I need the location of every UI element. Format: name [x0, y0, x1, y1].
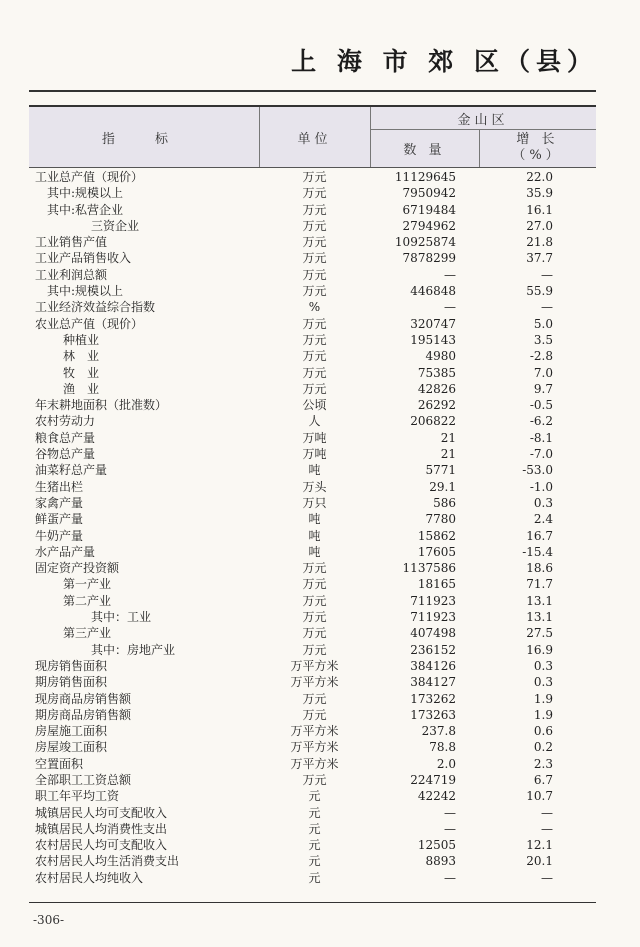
row-unit: 万头: [302, 479, 327, 494]
row-unit: 吨: [308, 512, 321, 527]
row-growth: 1.9: [533, 707, 553, 722]
row-unit: 万元: [302, 316, 327, 331]
row-quantity: 711923: [410, 610, 456, 625]
row-indicator: 工业经济效益综合指数: [35, 300, 156, 315]
table-row: [29, 642, 596, 658]
row-quantity: 75385: [417, 365, 456, 380]
row-growth: 37.7: [526, 251, 553, 266]
row-indicator: 职工年平均工资: [35, 789, 120, 804]
row-quantity: 15862: [417, 528, 456, 543]
row-indicator: 其中:私营企业: [47, 202, 124, 217]
row-unit: 吨: [308, 528, 321, 543]
row-unit: 万元: [302, 170, 327, 184]
row-indicator: 农村居民人均可支配收入: [35, 838, 168, 853]
row-quantity: 237.8: [421, 724, 456, 739]
table-body: [29, 169, 596, 886]
row-indicator: 空置面积: [35, 756, 84, 771]
row-quantity: —: [444, 267, 456, 282]
row-unit: 公顷: [302, 398, 327, 413]
table-row: [29, 528, 596, 544]
table-row: [29, 837, 596, 853]
row-growth: 6.7: [533, 772, 553, 787]
table-row: [29, 625, 596, 641]
table-row: [29, 788, 596, 804]
table-row: [29, 739, 596, 755]
row-quantity: 173263: [410, 707, 456, 722]
row-quantity: 17605: [417, 544, 456, 559]
row-indicator: 鲜蛋产量: [35, 512, 84, 527]
row-indicator: 其中:规模以上: [47, 284, 124, 299]
row-quantity: 21: [440, 447, 456, 462]
row-growth: -6.2: [529, 414, 553, 429]
row-growth: -53.0: [522, 463, 553, 478]
table-header: [29, 105, 596, 168]
row-indicator: 城镇居民人均可支配收入: [35, 805, 168, 820]
row-indicator: 生猪出栏: [35, 479, 84, 494]
row-indicator: 第一产业: [63, 577, 112, 592]
row-indicator: 谷物总产量: [35, 447, 96, 462]
row-indicator: 水产品产量: [35, 544, 96, 559]
row-growth: 0.3: [533, 495, 553, 510]
row-quantity: 173262: [410, 691, 456, 706]
row-growth: 0.3: [533, 675, 553, 690]
row-growth: 27.0: [526, 218, 553, 233]
title-rule: [29, 90, 596, 92]
row-unit: %: [308, 300, 321, 315]
row-growth: 16.1: [526, 202, 553, 217]
page-number: -306-: [33, 913, 65, 927]
row-unit: 万元: [302, 267, 327, 282]
row-unit: 万元: [302, 202, 327, 217]
row-growth: 10.7: [526, 789, 553, 804]
row-indicator: 期房商品房销售额: [35, 707, 132, 722]
table-row: [29, 446, 596, 462]
row-unit: 万元: [302, 218, 327, 233]
row-growth: 16.9: [526, 642, 553, 657]
row-growth: —: [541, 805, 553, 820]
row-unit: 元: [308, 789, 321, 804]
row-indicator: 农业总产值（现价）: [35, 316, 144, 331]
row-unit: 万元: [302, 691, 327, 706]
row-unit: 万元: [302, 772, 327, 787]
row-unit: 万平方米: [290, 756, 339, 771]
row-quantity: 224719: [410, 772, 456, 787]
row-growth: 0.3: [533, 658, 553, 673]
table-row: [29, 234, 596, 250]
row-growth: 9.7: [533, 381, 553, 396]
row-indicator: 房屋竣工面积: [35, 740, 108, 755]
row-unit: 万吨: [302, 430, 327, 445]
row-quantity: 42242: [417, 789, 456, 804]
row-quantity: 18165: [417, 577, 456, 592]
header-growth: [479, 129, 596, 167]
row-growth: —: [541, 821, 553, 836]
row-indicator: 种植业: [63, 332, 100, 347]
header-unit: 单位: [297, 131, 332, 147]
row-growth: -15.4: [522, 544, 553, 559]
table-row: [29, 821, 596, 837]
page-title: 上 海 市 郊 区（县）: [291, 47, 598, 76]
table-row: [29, 723, 596, 739]
table-row: [29, 658, 596, 674]
row-unit: 元: [308, 838, 321, 853]
row-quantity: —: [444, 870, 456, 885]
row-quantity: 21: [440, 430, 456, 445]
row-indicator: 其中:规模以上: [47, 186, 124, 201]
table-row: [29, 495, 596, 511]
row-growth: 0.2: [533, 740, 553, 755]
row-indicator: 油菜籽总产量: [35, 463, 108, 478]
row-unit: 万平方米: [290, 675, 339, 690]
row-unit: 万元: [302, 251, 327, 266]
row-indicator: 林 业: [63, 349, 100, 364]
table-row: [29, 609, 596, 625]
table-row: [29, 185, 596, 201]
row-quantity: 42826: [417, 381, 456, 396]
row-indicator: 农村居民人均纯收入: [35, 870, 144, 885]
table-row: [29, 674, 596, 690]
row-growth: -8.1: [529, 430, 553, 445]
row-unit: 万元: [302, 381, 327, 396]
row-unit: 万吨: [302, 447, 327, 462]
table-row: [29, 805, 596, 821]
row-unit: 万元: [302, 365, 327, 380]
row-unit: 万元: [302, 349, 327, 364]
table-row: [29, 462, 596, 478]
row-growth: 55.9: [526, 284, 553, 299]
row-indicator: 其中：工业: [91, 610, 152, 625]
table-row: [29, 202, 596, 218]
row-quantity: —: [444, 805, 456, 820]
table-row: [29, 430, 596, 446]
row-indicator: 城镇居民人均消费性支出: [35, 821, 168, 836]
table-row: [29, 756, 596, 772]
row-growth: 16.7: [526, 528, 553, 543]
row-unit: 元: [308, 805, 321, 820]
row-quantity: 1137586: [402, 561, 456, 576]
row-unit: 万元: [302, 626, 327, 641]
row-unit: 万元: [302, 707, 327, 722]
row-growth: 0.6: [533, 724, 553, 739]
table-row: [29, 544, 596, 560]
row-growth: 71.7: [526, 577, 553, 592]
row-quantity: 7950942: [402, 186, 456, 201]
row-indicator: 家禽产量: [35, 495, 84, 510]
row-indicator: 年末耕地面积（批准数）: [35, 398, 168, 413]
row-indicator: 牧 业: [63, 365, 100, 380]
row-indicator: 全部职工工资总额: [35, 772, 132, 787]
row-growth: 22.0: [526, 170, 553, 184]
row-quantity: 78.8: [429, 740, 456, 755]
table-row: [29, 299, 596, 315]
table-row: [29, 283, 596, 299]
row-growth: 2.3: [533, 756, 553, 771]
row-indicator: 粮食总产量: [35, 430, 96, 445]
row-quantity: 4980: [425, 349, 456, 364]
row-quantity: 7878299: [402, 251, 456, 266]
header-growth-unit: （%）: [512, 148, 563, 163]
table-row: [29, 218, 596, 234]
row-quantity: 384127: [410, 675, 456, 690]
row-unit: 元: [308, 821, 321, 836]
row-growth: 12.1: [526, 838, 553, 853]
table-row: [29, 870, 596, 886]
row-quantity: 711923: [410, 593, 456, 608]
table-row: [29, 332, 596, 348]
table-row: [29, 381, 596, 397]
table-row: [29, 250, 596, 266]
row-indicator: 农村劳动力: [35, 414, 96, 429]
table-row: [29, 479, 596, 495]
row-unit: 万元: [302, 593, 327, 608]
row-growth: 18.6: [526, 561, 553, 576]
row-quantity: 195143: [410, 332, 456, 347]
row-quantity: 5771: [425, 463, 456, 478]
row-indicator: 三资企业: [91, 218, 140, 233]
table-row: [29, 511, 596, 527]
row-growth: -7.0: [529, 447, 553, 462]
header-quantity: 数 量: [403, 142, 446, 158]
row-quantity: 6719484: [402, 202, 456, 217]
row-growth: 13.1: [526, 610, 553, 625]
table-row: [29, 560, 596, 576]
row-quantity: 446848: [410, 284, 456, 299]
table-row: [29, 267, 596, 283]
row-indicator: 工业利润总额: [35, 267, 108, 282]
row-unit: 人: [308, 414, 321, 429]
row-indicator: 房屋施工面积: [35, 724, 108, 739]
row-quantity: 384126: [410, 658, 456, 673]
row-growth: 35.9: [526, 186, 553, 201]
row-quantity: 2794962: [402, 218, 456, 233]
row-indicator: 工业销售产值: [35, 235, 108, 250]
table-row: [29, 691, 596, 707]
row-quantity: 26292: [417, 398, 456, 413]
table-row: [29, 348, 596, 364]
row-indicator: 农村居民人均生活消费支出: [35, 854, 180, 869]
row-growth: -0.5: [529, 398, 553, 413]
row-unit: 万元: [302, 284, 327, 299]
row-unit: 万元: [302, 332, 327, 347]
table-row: [29, 576, 596, 592]
row-unit: 元: [308, 870, 321, 885]
row-indicator: 工业产品销售收入: [35, 251, 132, 266]
row-quantity: 11129645: [394, 170, 456, 184]
row-quantity: 236152: [410, 642, 456, 657]
row-indicator: 牛奶产量: [35, 528, 84, 543]
row-quantity: —: [444, 821, 456, 836]
row-growth: 7.0: [533, 365, 553, 380]
header-growth-label: 增 长: [516, 132, 559, 147]
row-growth: -2.8: [529, 349, 553, 364]
row-quantity: 8893: [425, 854, 456, 869]
row-growth: 20.1: [526, 854, 553, 869]
row-indicator: 现房销售面积: [35, 658, 108, 673]
row-unit: 万元: [302, 642, 327, 657]
row-quantity: —: [444, 300, 456, 315]
row-growth: 27.5: [526, 626, 553, 641]
row-unit: 吨: [308, 463, 321, 478]
row-unit: 吨: [308, 544, 321, 559]
row-unit: 万元: [302, 186, 327, 201]
table-row: [29, 316, 596, 332]
table-row: [29, 413, 596, 429]
row-unit: 万平方米: [290, 724, 339, 739]
row-growth: 21.8: [526, 235, 553, 250]
row-quantity: 12505: [417, 838, 456, 853]
table-row: [29, 397, 596, 413]
header-region: 金山区: [457, 112, 509, 128]
row-indicator: 固定资产投资额: [35, 561, 120, 576]
row-growth: 1.9: [533, 691, 553, 706]
row-unit: 万元: [302, 577, 327, 592]
row-indicator: 期房销售面积: [35, 675, 108, 690]
row-quantity: 10925874: [394, 235, 456, 250]
row-quantity: 2.0: [436, 756, 456, 771]
row-quantity: 206822: [410, 414, 456, 429]
row-quantity: 586: [433, 495, 456, 510]
row-growth: 13.1: [526, 593, 553, 608]
row-indicator: 现房商品房销售额: [35, 691, 132, 706]
bottom-rule: [29, 902, 596, 903]
row-unit: 万元: [302, 561, 327, 576]
table-row: [29, 772, 596, 788]
header-indicator: 指 标: [101, 131, 187, 147]
row-growth: -1.0: [529, 479, 553, 494]
row-indicator: 渔 业: [63, 381, 100, 396]
row-growth: 5.0: [533, 316, 553, 331]
row-unit: 万只: [302, 495, 327, 510]
row-unit: 万平方米: [290, 658, 339, 673]
row-growth: —: [541, 267, 553, 282]
row-indicator: 工业总产值（现价）: [35, 170, 144, 184]
row-unit: 万元: [302, 235, 327, 250]
row-quantity: 7780: [425, 512, 456, 527]
row-indicator: 第二产业: [63, 593, 112, 608]
row-growth: 3.5: [533, 332, 553, 347]
table-row: [29, 707, 596, 723]
row-quantity: 407498: [410, 626, 456, 641]
row-growth: —: [541, 870, 553, 885]
row-growth: 2.4: [533, 512, 553, 527]
row-unit: 元: [308, 854, 321, 869]
row-quantity: 29.1: [429, 479, 456, 494]
table-row: [29, 365, 596, 381]
table-row: [29, 169, 596, 185]
row-quantity: 320747: [410, 316, 456, 331]
table-row: [29, 593, 596, 609]
row-unit: 万元: [302, 610, 327, 625]
row-unit: 万平方米: [290, 740, 339, 755]
row-indicator: 其中：房地产业: [91, 642, 176, 657]
table-row: [29, 853, 596, 869]
row-growth: —: [541, 300, 553, 315]
row-indicator: 第三产业: [63, 626, 112, 641]
